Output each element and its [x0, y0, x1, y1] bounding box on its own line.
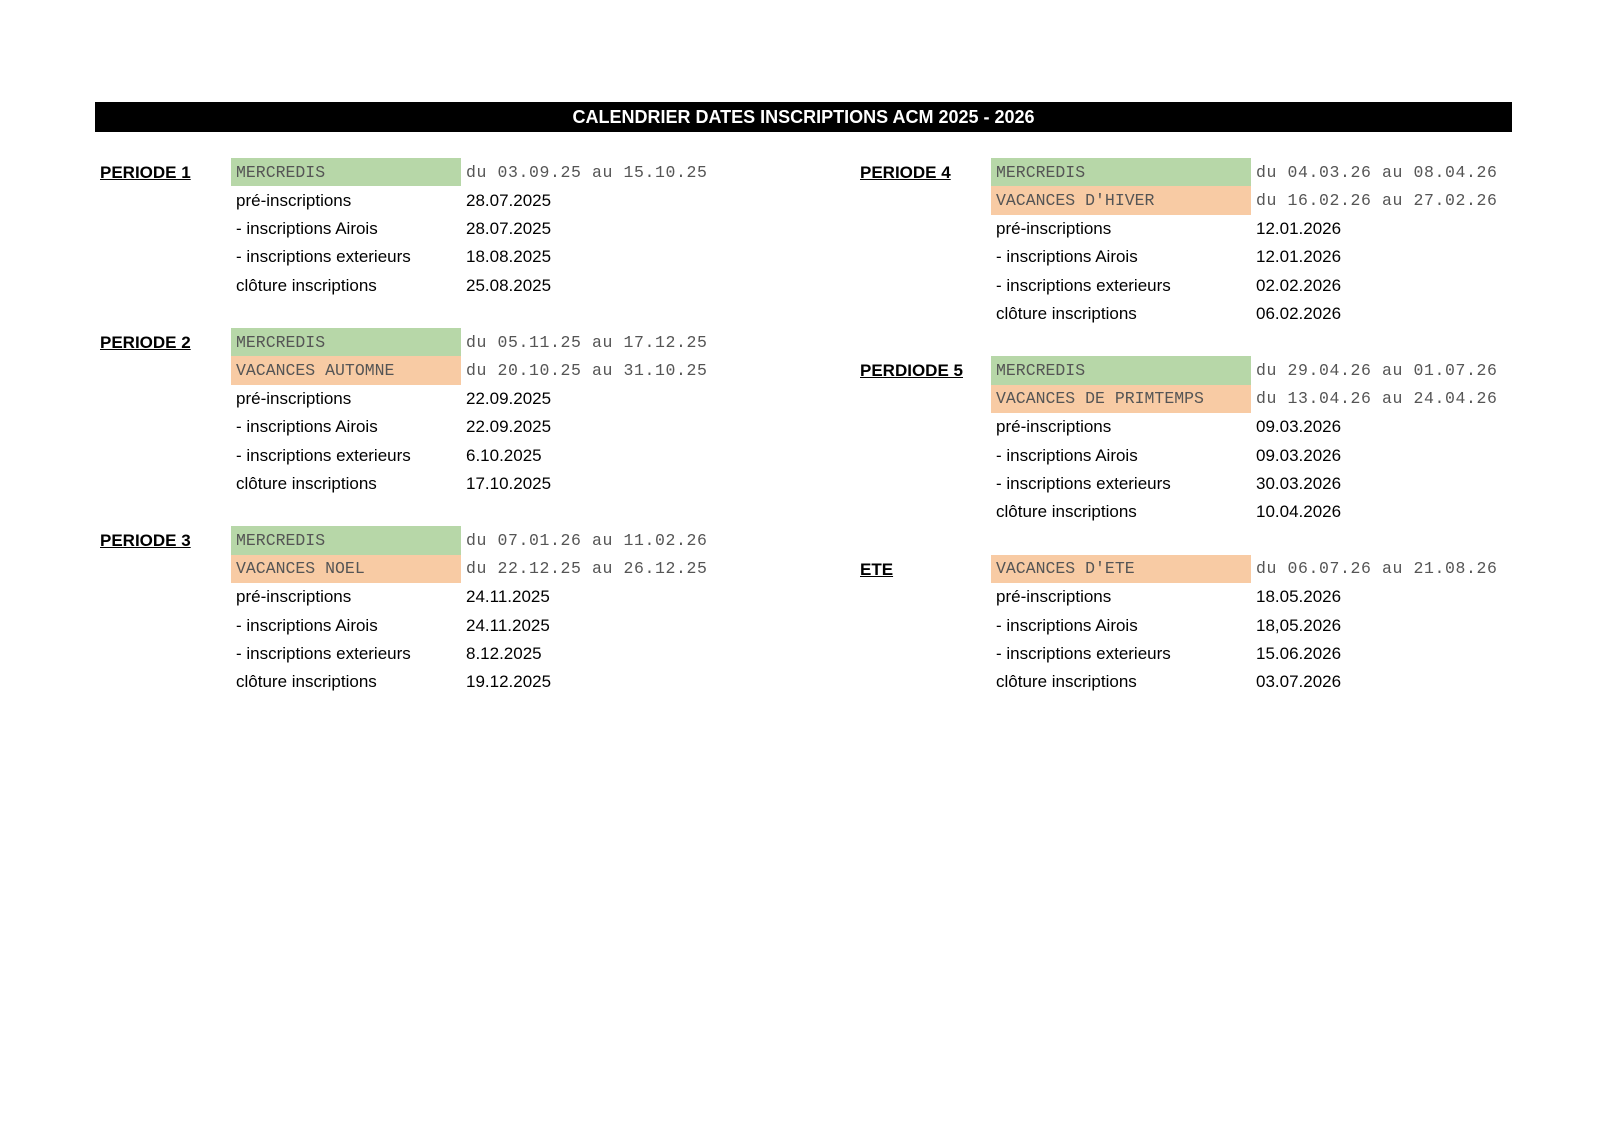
vacances-label: VACANCES DE PRIMTEMPS — [991, 385, 1251, 413]
inscription-date: 6.10.2025 — [466, 445, 542, 465]
period-rows — [991, 555, 1520, 697]
date-range: du 22.12.25 au 26.12.25 — [466, 559, 708, 579]
inscription-date: 24.11.2025 — [466, 587, 550, 607]
inscription-label: clôture inscriptions — [236, 474, 377, 494]
period-rows — [231, 526, 780, 696]
date-range: du 07.01.26 au 11.02.26 — [466, 530, 708, 550]
inscription-date: 10.04.2026 — [1256, 502, 1342, 522]
date-range: du 13.04.26 au 24.04.26 — [1256, 389, 1498, 409]
inscription-label: pré-inscriptions — [996, 417, 1112, 437]
inscription-date: 18,05.2026 — [1256, 615, 1342, 635]
period-label: PERIODE 2 — [100, 332, 191, 352]
inscription-date: 24.11.2025 — [466, 615, 550, 635]
inscription-date: 18.05.2026 — [1256, 587, 1342, 607]
date-range: du 06.07.26 au 21.08.26 — [1256, 559, 1498, 579]
mercredis-label: MERCREDIS — [231, 328, 461, 356]
inscription-date: 30.03.2026 — [1256, 474, 1342, 494]
inscription-label: clôture inscriptions — [996, 672, 1137, 692]
vacances-row — [991, 555, 1520, 583]
inscription-label: pré-inscriptions — [236, 388, 352, 408]
left-column — [100, 158, 780, 697]
inscription-row — [991, 668, 1520, 696]
inscription-row — [991, 243, 1520, 271]
period-block — [100, 158, 780, 300]
inscription-date: 03.07.2026 — [1256, 672, 1342, 692]
period-block — [860, 356, 1520, 526]
inscription-row — [231, 583, 780, 611]
date-range: du 03.09.25 au 15.10.25 — [466, 162, 708, 182]
inscription-date: 8.12.2025 — [466, 644, 542, 664]
inscription-date: 17.10.2025 — [466, 474, 552, 494]
inscription-label: pré-inscriptions — [236, 190, 352, 210]
period-label: PERIODE 3 — [100, 531, 191, 551]
inscription-label: pré-inscriptions — [996, 587, 1112, 607]
vacances-label: VACANCES NOEL — [231, 555, 461, 583]
inscription-label: pré-inscriptions — [996, 218, 1112, 238]
inscription-date: 19.12.2025 — [466, 672, 552, 692]
inscription-row — [991, 640, 1520, 668]
inscription-row — [231, 243, 780, 271]
inscription-label: - inscriptions exterieurs — [996, 644, 1171, 664]
inscription-row — [991, 300, 1520, 328]
mercredis-row — [231, 526, 780, 554]
inscription-date: 15.06.2026 — [1256, 644, 1342, 664]
inscription-row — [991, 470, 1520, 498]
inscription-row — [231, 413, 780, 441]
period-label: PERDIODE 5 — [860, 361, 963, 381]
inscription-row — [231, 640, 780, 668]
inscription-row — [231, 470, 780, 498]
inscription-label: - inscriptions exterieurs — [996, 474, 1171, 494]
vacances-row — [231, 356, 780, 384]
inscription-label: clôture inscriptions — [236, 672, 377, 692]
inscription-label: - inscriptions Airois — [236, 417, 378, 437]
inscription-row — [991, 611, 1520, 639]
period-block — [860, 158, 1520, 328]
date-range: du 16.02.26 au 27.02.26 — [1256, 191, 1498, 211]
inscription-date: 12.01.2026 — [1256, 218, 1342, 238]
period-rows — [991, 158, 1520, 328]
mercredis-label: MERCREDIS — [991, 158, 1251, 186]
inscription-label: clôture inscriptions — [996, 502, 1137, 522]
inscription-label: clôture inscriptions — [996, 304, 1137, 324]
inscription-label: - inscriptions exterieurs — [996, 275, 1171, 295]
inscription-row — [991, 498, 1520, 526]
inscription-date: 09.03.2026 — [1256, 417, 1342, 437]
inscription-label: - inscriptions Airois — [996, 615, 1138, 635]
inscription-row — [231, 215, 780, 243]
vacances-label: VACANCES D'HIVER — [991, 186, 1251, 214]
inscription-label: - inscriptions exterieurs — [236, 445, 411, 465]
date-range: du 20.10.25 au 31.10.25 — [466, 361, 708, 381]
inscription-row — [991, 413, 1520, 441]
inscription-label: - inscriptions Airois — [996, 247, 1138, 267]
mercredis-row — [991, 356, 1520, 384]
inscription-label: - inscriptions exterieurs — [236, 644, 411, 664]
inscription-label: - inscriptions Airois — [996, 445, 1138, 465]
inscription-label: - inscriptions Airois — [236, 615, 378, 635]
inscription-label: pré-inscriptions — [236, 587, 352, 607]
mercredis-row — [991, 158, 1520, 186]
inscription-label: - inscriptions exterieurs — [236, 247, 411, 267]
inscription-date: 18.08.2025 — [466, 247, 552, 267]
mercredis-row — [231, 328, 780, 356]
inscription-date: 28.07.2025 — [466, 190, 552, 210]
mercredis-label: MERCREDIS — [991, 356, 1251, 384]
inscription-date: 09.03.2026 — [1256, 445, 1342, 465]
inscription-row — [231, 385, 780, 413]
inscription-date: 22.09.2025 — [466, 417, 552, 437]
inscription-date: 22.09.2025 — [466, 388, 552, 408]
mercredis-row — [231, 158, 780, 186]
period-rows — [991, 356, 1520, 526]
inscription-date: 02.02.2026 — [1256, 275, 1342, 295]
inscription-date: 25.08.2025 — [466, 275, 552, 295]
period-label: PERIODE 1 — [100, 163, 191, 182]
date-range: du 04.03.26 au 08.04.26 — [1256, 162, 1498, 182]
inscription-date: 06.02.2026 — [1256, 304, 1342, 324]
inscription-row — [991, 272, 1520, 300]
inscription-row — [231, 186, 780, 214]
inscription-row — [991, 583, 1520, 611]
vacances-row — [991, 186, 1520, 214]
vacances-label: VACANCES AUTOMNE — [231, 356, 461, 384]
vacances-row — [231, 555, 780, 583]
page-title: CALENDRIER DATES INSCRIPTIONS ACM 2025 - 2026 — [95, 102, 1512, 132]
date-range: du 05.11.25 au 17.12.25 — [466, 332, 708, 352]
period-block — [100, 328, 780, 498]
inscription-date: 12.01.2026 — [1256, 247, 1342, 267]
mercredis-label: MERCREDIS — [231, 526, 461, 554]
inscription-row — [991, 215, 1520, 243]
inscription-label: - inscriptions Airois — [236, 218, 378, 238]
date-range: du 29.04.26 au 01.07.26 — [1256, 361, 1498, 381]
inscription-row — [231, 611, 780, 639]
right-column — [860, 158, 1520, 697]
vacances-label: VACANCES D'ETE — [991, 555, 1251, 583]
mercredis-label: MERCREDIS — [231, 158, 461, 186]
inscription-row — [991, 442, 1520, 470]
inscription-label: clôture inscriptions — [236, 275, 377, 295]
inscription-date: 28.07.2025 — [466, 218, 552, 238]
period-rows — [231, 158, 780, 300]
inscription-row — [231, 668, 780, 696]
inscription-row — [231, 442, 780, 470]
period-block — [100, 526, 780, 696]
inscription-row — [231, 272, 780, 300]
period-rows — [231, 328, 780, 498]
vacances-row — [991, 385, 1520, 413]
period-label: ETE — [860, 559, 894, 579]
period-block — [860, 555, 1520, 697]
period-label: PERIODE 4 — [860, 163, 951, 182]
